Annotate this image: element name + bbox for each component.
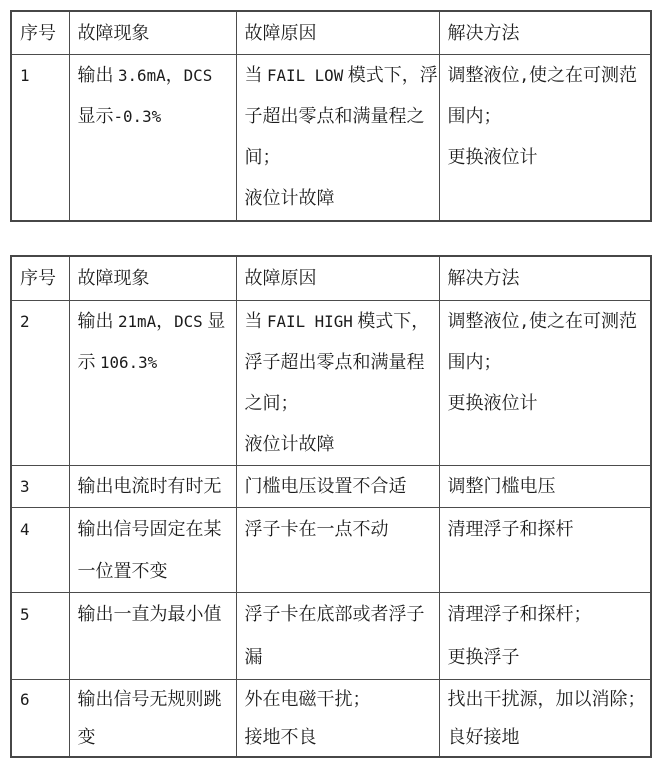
cell-text-line: 当 FAIL HIGH 模式下， bbox=[244, 311, 430, 331]
cell-text-line: 示 106.3% bbox=[77, 352, 158, 372]
cell-text-line: 4 bbox=[20, 520, 30, 539]
header-cell-cause: 故障原因 bbox=[236, 256, 439, 301]
cell-text-line: 当 FAIL LOW 模式下，浮 bbox=[244, 65, 438, 85]
table-body bbox=[11, 301, 651, 758]
cell-text-line: 输出电流时有时无 bbox=[77, 476, 222, 496]
cell-solution bbox=[439, 466, 651, 508]
cell-text-line: 3 bbox=[20, 477, 30, 496]
cell-text-line: 5 bbox=[20, 605, 30, 624]
header-cell-phenomenon: 故障现象 bbox=[69, 256, 236, 301]
cell-text-line: 液位计故障 bbox=[244, 434, 335, 454]
table-row bbox=[11, 301, 651, 466]
cell-text-line: 围内； bbox=[447, 352, 502, 372]
cell-text-line: 浮子卡在底部或者浮子 bbox=[244, 604, 425, 624]
cell-text-line: 1 bbox=[20, 66, 30, 85]
table-body bbox=[11, 55, 651, 221]
cell-text-line: 浮子卡在一点不动 bbox=[244, 519, 389, 539]
cell-text-line: 6 bbox=[20, 690, 30, 709]
cell-phenomenon bbox=[69, 301, 236, 466]
header-row bbox=[11, 256, 651, 301]
cell-text-line: 一位置不变 bbox=[77, 561, 168, 581]
header-cell-cause: 故障原因 bbox=[236, 11, 439, 55]
cell-index bbox=[11, 301, 69, 466]
cell-index bbox=[11, 55, 69, 221]
cell-index bbox=[11, 508, 69, 593]
cell-text-line: 接地不良 bbox=[244, 727, 317, 747]
cell-text-line: 找出干扰源，加以消除； bbox=[447, 689, 646, 709]
cell-text-line: 外在电磁干扰； bbox=[244, 689, 371, 709]
cell-text-line: 间； bbox=[244, 147, 281, 167]
cell-text-line: 更换液位计 bbox=[447, 393, 538, 413]
cell-solution bbox=[439, 593, 651, 680]
cell-phenomenon bbox=[69, 508, 236, 593]
cell-solution bbox=[439, 55, 651, 221]
cell-cause bbox=[236, 593, 439, 680]
table-row bbox=[11, 680, 651, 758]
cell-phenomenon bbox=[69, 466, 236, 508]
cell-text-line: 输出信号固定在某 bbox=[77, 519, 222, 539]
cell-cause bbox=[236, 466, 439, 508]
cell-text-line: 输出 21mA，DCS 显 bbox=[77, 311, 226, 331]
table-row bbox=[11, 55, 651, 221]
table-row bbox=[11, 593, 651, 680]
header-cell-index: 序号 bbox=[11, 256, 69, 301]
cell-text-line: 液位计故障 bbox=[244, 188, 335, 208]
header-row bbox=[11, 11, 651, 55]
cell-cause bbox=[236, 508, 439, 593]
cell-phenomenon bbox=[69, 680, 236, 758]
cell-text-line: 清理浮子和探杆 bbox=[447, 519, 574, 539]
cell-text-line: 漏 bbox=[244, 647, 263, 667]
cell-text-line: 调整液位,使之在可测范 bbox=[447, 65, 638, 85]
cell-text-line: 变 bbox=[77, 727, 96, 747]
table-row bbox=[11, 466, 651, 508]
cell-text-line: 调整液位,使之在可测范 bbox=[447, 311, 638, 331]
cell-phenomenon bbox=[69, 593, 236, 680]
table-row bbox=[11, 508, 651, 593]
cell-text-line: 子超出零点和满量程之 bbox=[244, 106, 425, 126]
cell-phenomenon bbox=[69, 55, 236, 221]
cell-text-line: 输出信号无规则跳 bbox=[77, 689, 222, 709]
cell-text-line: 门槛电压设置不合适 bbox=[244, 476, 407, 496]
fault-table-2 bbox=[10, 255, 652, 758]
cell-text-line: 良好接地 bbox=[447, 727, 520, 747]
cell-text-line: 输出一直为最小值 bbox=[77, 604, 222, 624]
cell-text-line: 围内； bbox=[447, 106, 502, 126]
header-cell-solution: 解决方法 bbox=[439, 11, 651, 55]
cell-cause bbox=[236, 55, 439, 221]
header-cell-index: 序号 bbox=[11, 11, 69, 55]
cell-text-line: 之间； bbox=[244, 393, 299, 413]
cell-text-line: 2 bbox=[20, 312, 30, 331]
cell-solution bbox=[439, 680, 651, 758]
header-cell-solution: 解决方法 bbox=[439, 256, 651, 301]
cell-cause bbox=[236, 680, 439, 758]
cell-text-line: 更换浮子 bbox=[447, 647, 520, 667]
cell-text-line: 更换液位计 bbox=[447, 147, 538, 167]
header-cell-phenomenon: 故障现象 bbox=[69, 11, 236, 55]
cell-index bbox=[11, 466, 69, 508]
cell-text-line: 浮子超出零点和满量程 bbox=[244, 352, 425, 372]
cell-solution bbox=[439, 508, 651, 593]
cell-cause bbox=[236, 301, 439, 466]
cell-text-line: 输出 3.6mA，DCS bbox=[77, 65, 213, 85]
cell-solution bbox=[439, 301, 651, 466]
cell-text-line: 显示-0.3% bbox=[77, 106, 162, 126]
cell-index bbox=[11, 593, 69, 680]
fault-table-1 bbox=[10, 10, 652, 222]
cell-index bbox=[11, 680, 69, 758]
cell-text-line: 调整门槛电压 bbox=[447, 476, 556, 496]
cell-text-line: 清理浮子和探杆； bbox=[447, 604, 592, 624]
